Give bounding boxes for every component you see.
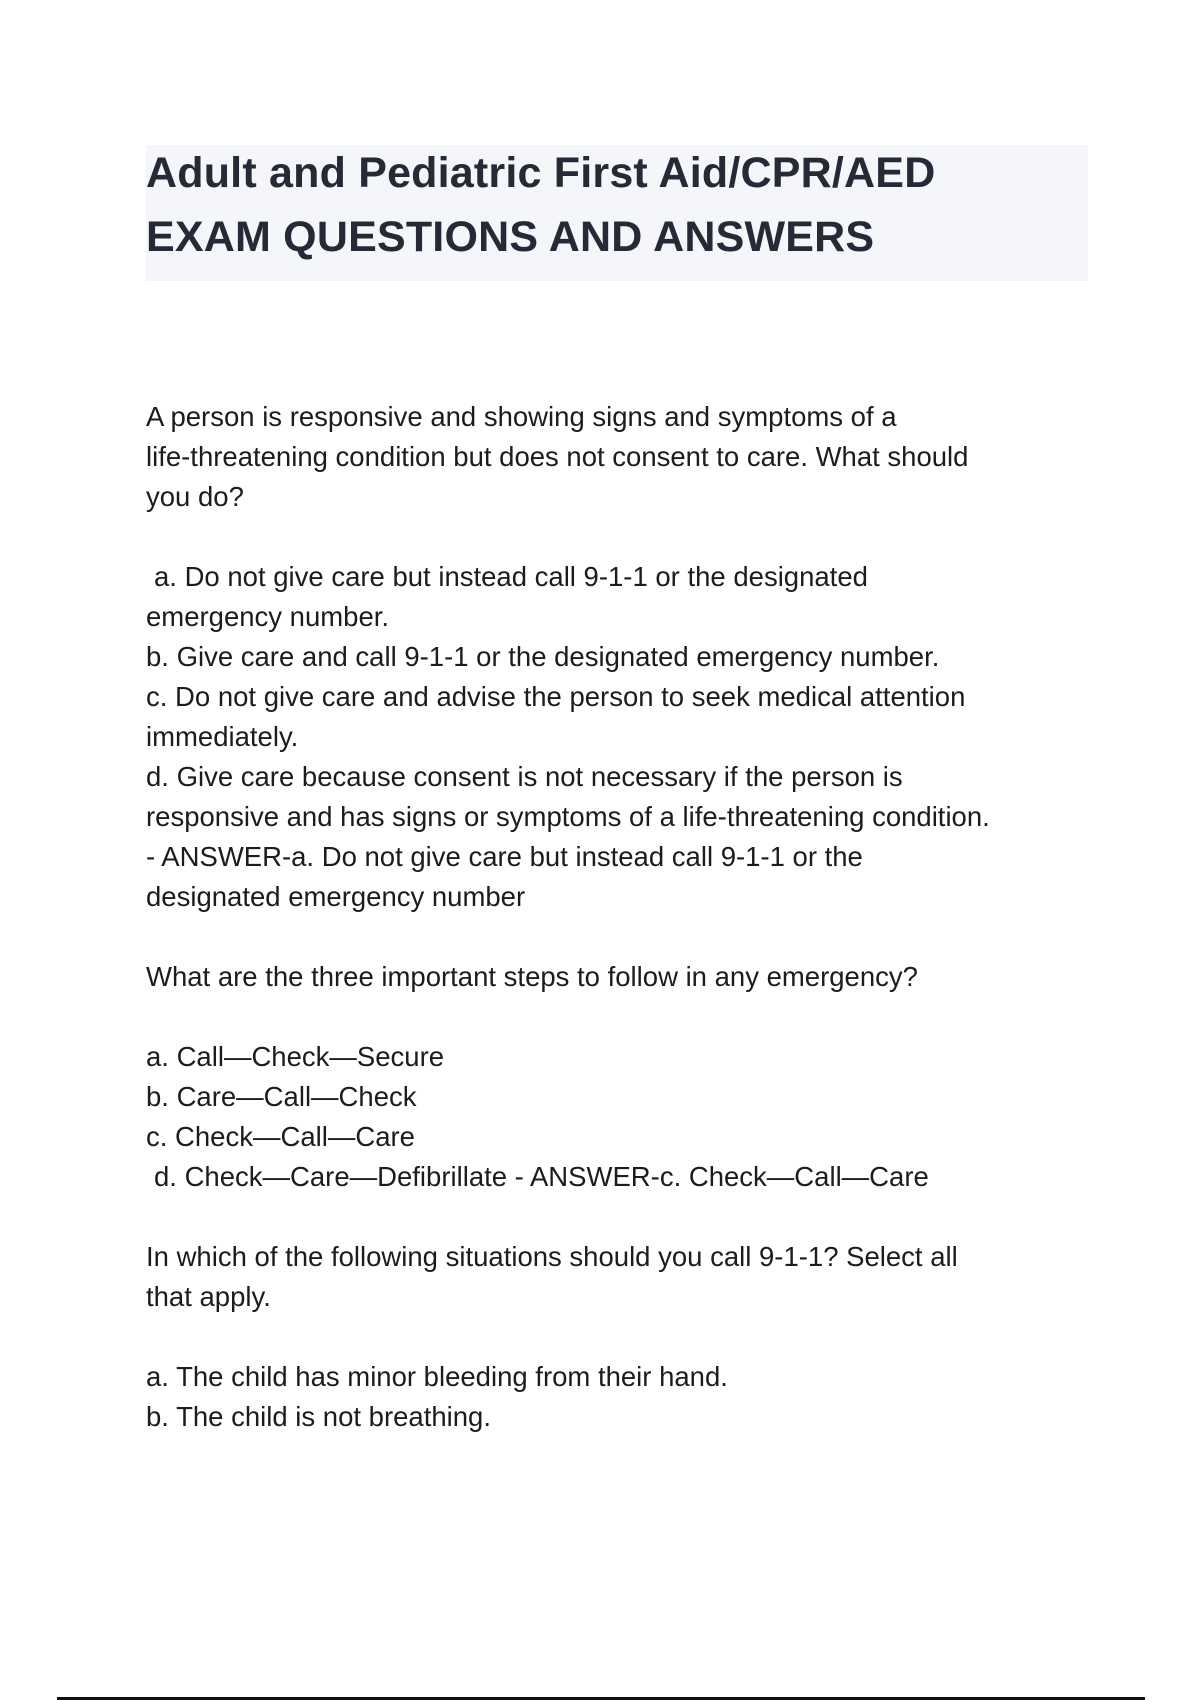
- spacer: [146, 1197, 1096, 1237]
- question-1-answer-line-2: designated emergency number: [146, 881, 526, 912]
- question-1-option-c-line-2: immediately.: [146, 721, 299, 752]
- question-1-option-c-line-1: c. Do not give care and advise the person to seek medical attention: [146, 681, 966, 712]
- document-body: [146, 397, 1096, 1437]
- question-block-3: [146, 1237, 1096, 1437]
- question-1-option-a-line-2: emergency number.: [146, 601, 390, 632]
- spacer: [146, 517, 1096, 557]
- document-title-line-2: EXAM QUESTIONS AND ANSWERS: [146, 213, 875, 261]
- question-3-option-a: a. The child has minor bleeding from their hand.: [146, 1361, 728, 1392]
- question-3-option-b: b. The child is not breathing.: [146, 1401, 491, 1432]
- spacer: [146, 917, 1096, 957]
- title-banner: [146, 145, 1088, 281]
- question-2-text-line-1: What are the three important steps to follow in any emergency?: [146, 961, 918, 992]
- question-1-option-b: b. Give care and call 9-1-1 or the designated emergency number.: [146, 641, 940, 672]
- spacer: [146, 1317, 1096, 1357]
- question-2-option-c: c. Check—Call—Care: [146, 1121, 415, 1152]
- question-1-option-a-line-1: a. Do not give care but instead call 9-1-1 or the designated: [154, 561, 868, 592]
- question-1-text-line-3: you do?: [146, 481, 244, 512]
- question-1-answer-line-1: - ANSWER-a. Do not give care but instead call 9-1-1 or the: [146, 841, 863, 872]
- spacer: [146, 997, 1096, 1037]
- document-title-line-1: Adult and Pediatric First Aid/CPR/AED: [146, 149, 936, 197]
- question-block-2: [146, 957, 1096, 1197]
- question-2-option-d-and-answer: d. Check—Care—Defibrillate - ANSWER-c. Check—Call—Care: [154, 1161, 929, 1192]
- question-2-option-b: b. Care—Call—Check: [146, 1081, 417, 1112]
- question-1-text-line-2: life-threatening condition but does not consent to care. What should: [146, 441, 969, 472]
- question-1-text-line-1: A person is responsive and showing signs and symptoms of a: [146, 401, 897, 432]
- question-3-text-line-1: In which of the following situations should you call 9-1-1? Select all: [146, 1241, 958, 1272]
- question-3-text-line-2: that apply.: [146, 1281, 271, 1312]
- question-block-1: [146, 397, 1096, 917]
- question-1-option-d-line-2: responsive and has signs or symptoms of a life-threatening condition.: [146, 801, 990, 832]
- question-1-option-d-line-1: d. Give care because consent is not necessary if the person is: [146, 761, 903, 792]
- question-2-option-a: a. Call—Check—Secure: [146, 1041, 445, 1072]
